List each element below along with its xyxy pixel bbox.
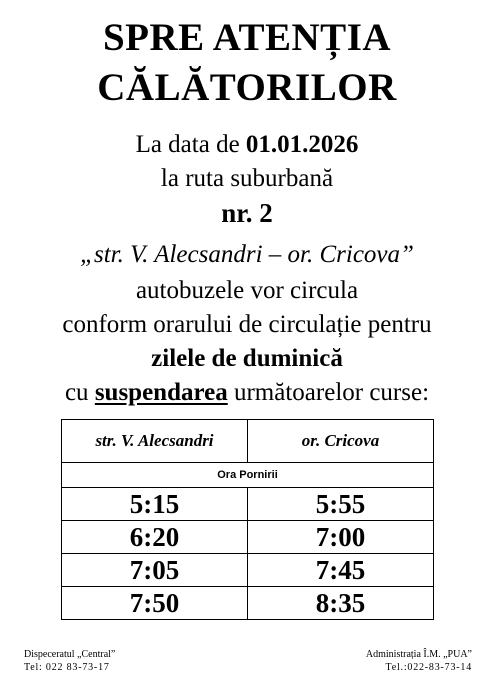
suspension-line — [0, 378, 494, 408]
route-text: la ruta suburbană — [160, 165, 334, 192]
following-text: următoarelor curse: — [233, 379, 430, 406]
time-cricova: 5:55 — [248, 488, 434, 521]
departure-time-label: Ora Pornirii — [62, 463, 434, 488]
footer-administration — [366, 648, 472, 674]
table-row — [62, 521, 434, 554]
date-line — [0, 130, 494, 160]
table-row — [62, 587, 434, 620]
footer-dispatch — [24, 648, 115, 674]
col-header-cricova: or. Cricova — [248, 420, 434, 463]
table-row — [62, 488, 434, 521]
buses-line: autobuzele vor circula — [135, 277, 359, 304]
time-cricova: 7:00 — [248, 521, 434, 554]
table-header-row — [62, 420, 434, 463]
col-header-alecsandri: str. V. Alecsandri — [62, 420, 248, 463]
dispatch-name: Dispeceratul „Central” — [24, 649, 116, 660]
route-number: nr. 2 — [221, 198, 273, 228]
route-name: „str. V. Alecsandri – or. Cricova” — [80, 241, 414, 268]
dispatch-phone: Tel: 022 83-73-17 — [24, 662, 110, 673]
cu-word: cu — [64, 379, 89, 406]
schedule-line: conform orarului de circulație pentru — [62, 311, 432, 338]
time-alecsandri: 7:05 — [62, 554, 248, 587]
schedule-table — [61, 419, 434, 620]
suspension-word: suspendarea — [94, 379, 228, 406]
title-line-2: CĂLĂTORILOR — [97, 66, 397, 109]
time-cricova: 8:35 — [248, 587, 434, 620]
days-line: zilele de duminică — [151, 345, 343, 372]
time-alecsandri: 6:20 — [62, 521, 248, 554]
table-subheader-row — [62, 463, 434, 488]
title-line-1: SPRE ATENȚIA — [102, 16, 392, 59]
time-alecsandri: 7:50 — [62, 587, 248, 620]
date-value: 01.01.2026 — [245, 131, 359, 158]
date-prefix: La data de — [135, 131, 240, 158]
time-alecsandri: 5:15 — [62, 488, 248, 521]
time-cricova: 7:45 — [248, 554, 434, 587]
administration-phone: Tel.:022-83-73-14 — [385, 662, 472, 673]
table-row — [62, 554, 434, 587]
administration-name: Administrația Î.M. „PUA” — [365, 649, 472, 660]
